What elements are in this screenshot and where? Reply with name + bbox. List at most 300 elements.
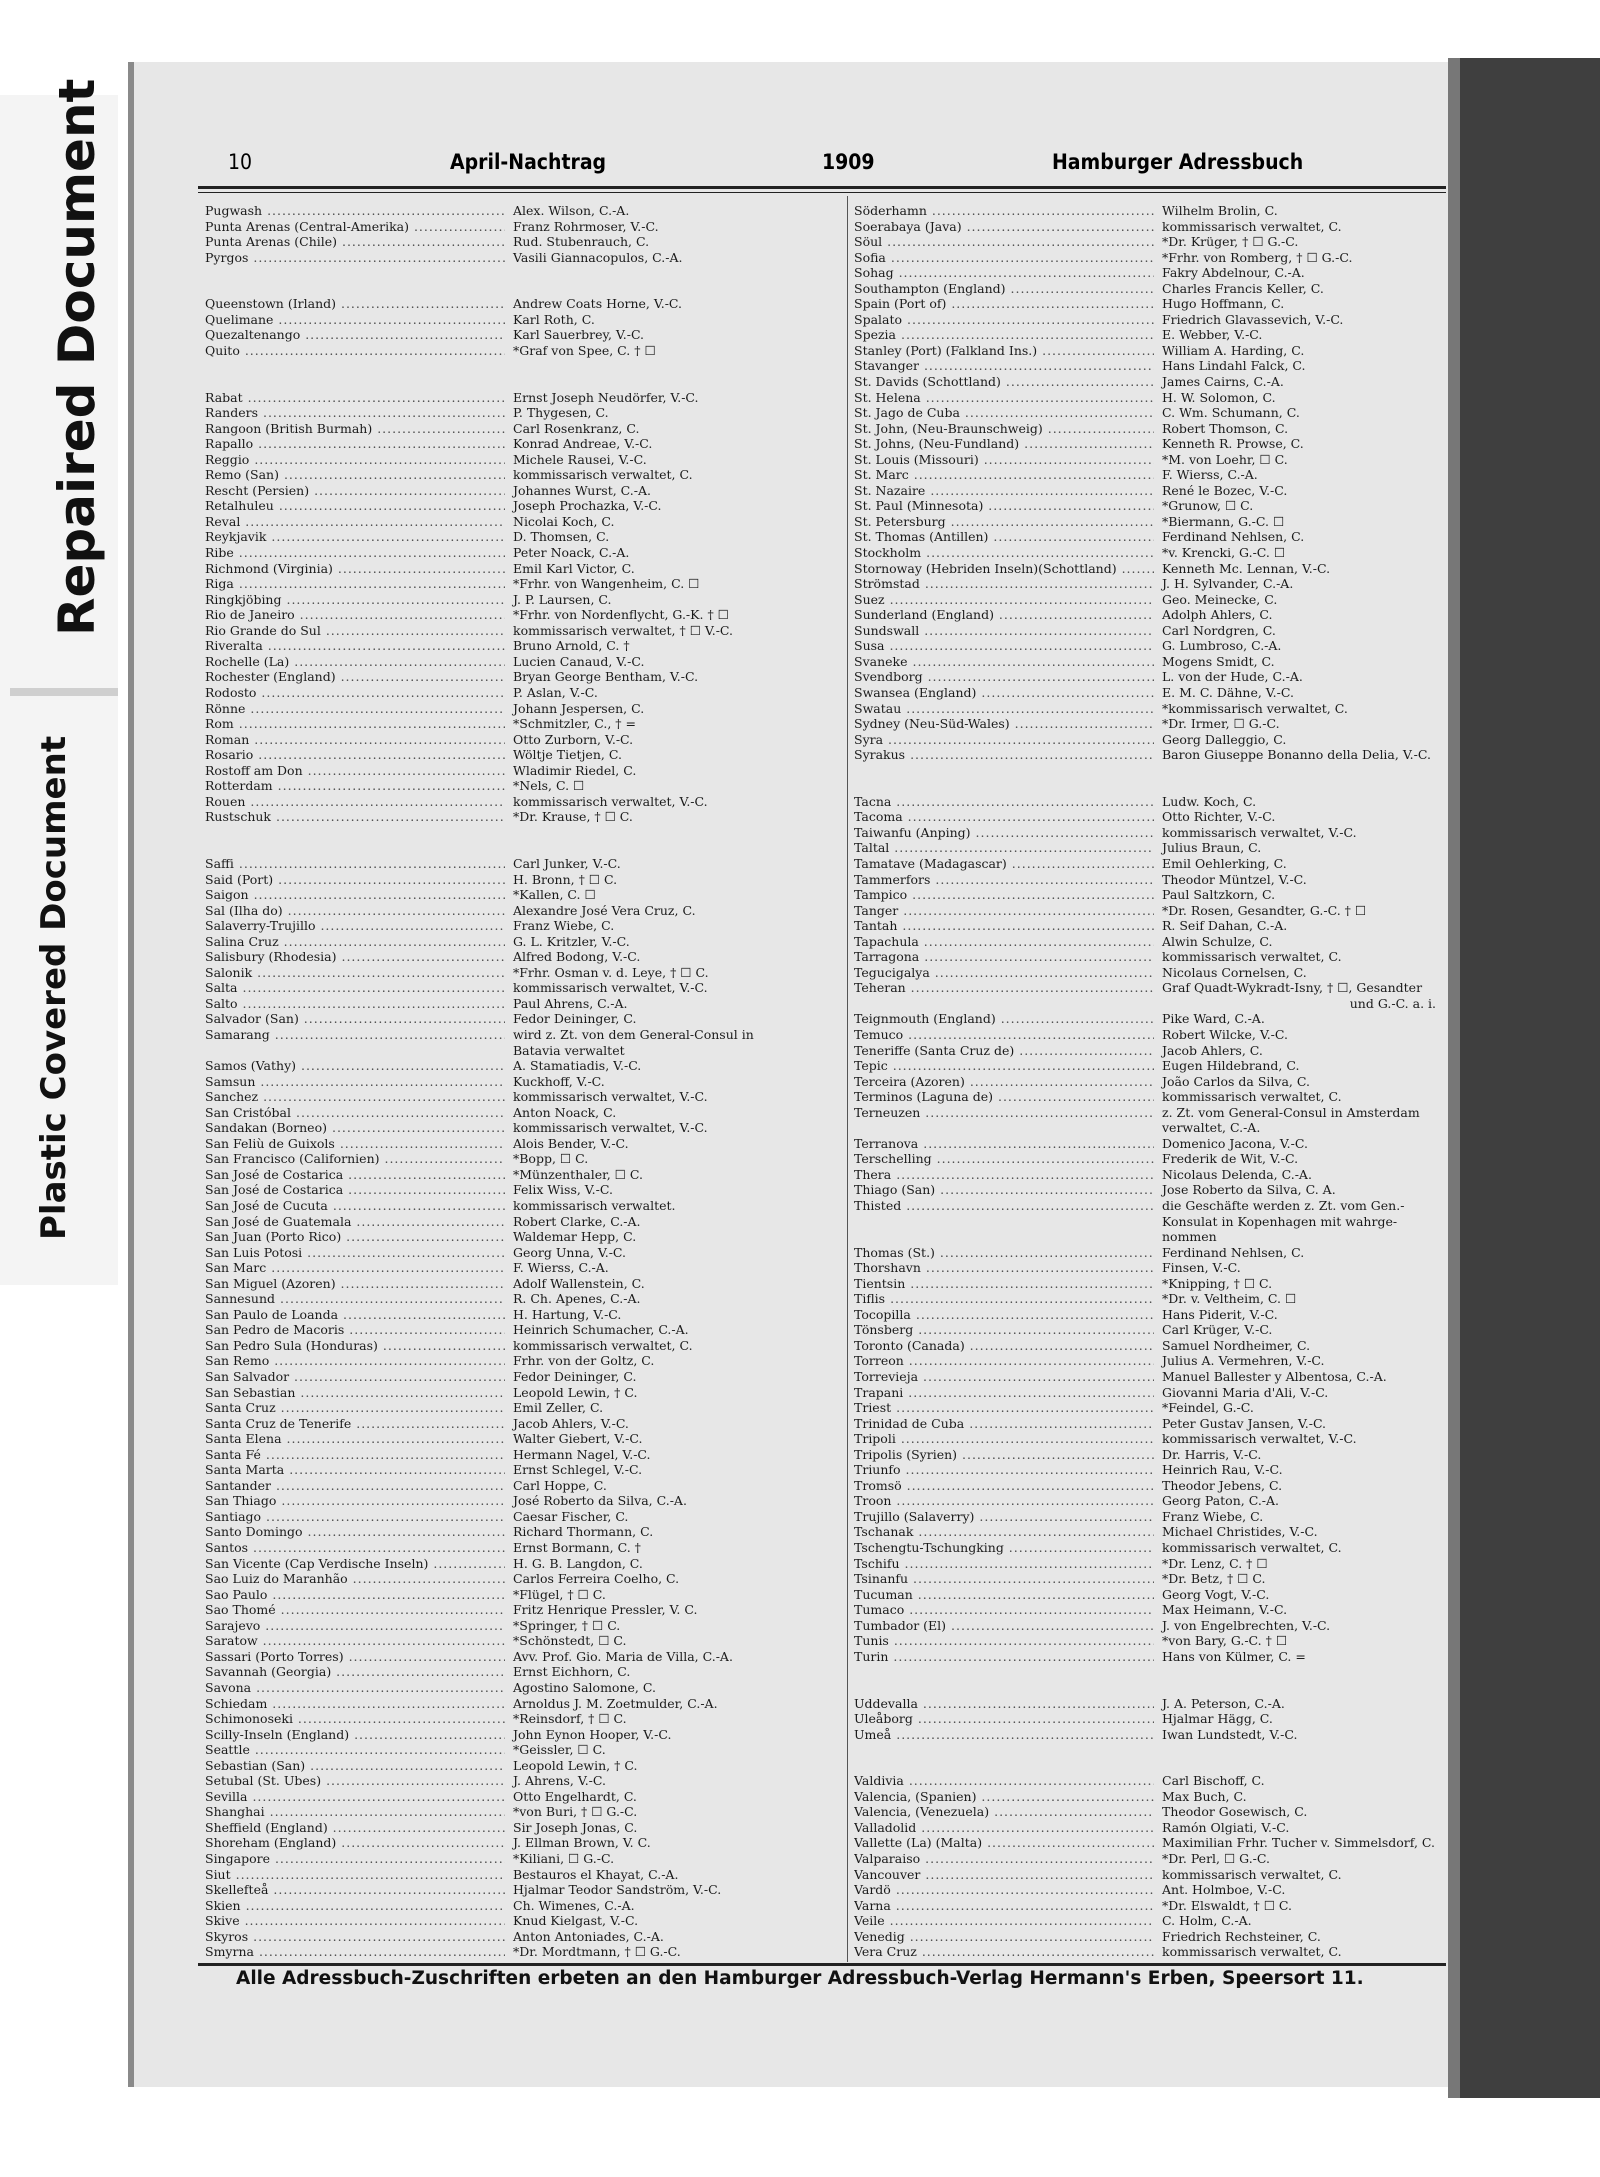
entry-place: Quito ..... [205, 343, 505, 359]
entry-place: Tacoma ..... [854, 809, 1154, 825]
directory-entry [854, 421, 1496, 437]
entry-consul: G. Lumbroso, C.-A. [1162, 638, 1282, 654]
entry-place: Ribe ..... [205, 545, 505, 561]
directory-entry [854, 1820, 1496, 1836]
entry-place: Tschifu ..... [854, 1556, 1154, 1572]
entry-consul: Heinrich Rau, V.-C. [1162, 1462, 1283, 1478]
entry-consul: Robert Thomson, C. [1162, 420, 1289, 436]
directory-entry [854, 965, 1496, 981]
directory-entry [854, 747, 1496, 763]
directory-entry [854, 1027, 1496, 1043]
entry-place: Santa Cruz ..... [205, 1400, 505, 1416]
directory-entry [205, 327, 842, 343]
entry-place: Rio de Janeiro ..... [205, 607, 505, 623]
entry-place: San Marc ..... [205, 1260, 505, 1276]
section-gap [854, 1742, 1496, 1758]
entry-consul: Karl Sauerbrey, V.-C. [513, 327, 645, 343]
entry-consul: E. M. C. Dähne, V.-C. [1162, 684, 1294, 700]
entry-consul: Friedrich Glavassevich, V.-C. [1162, 311, 1344, 327]
directory-entry [205, 1322, 842, 1338]
directory-entry [205, 1898, 842, 1914]
entry-consul: kommissarisch verwaltet, C. [513, 1337, 693, 1353]
section-gap [854, 1680, 1496, 1696]
entry-place: Rescht (Persien) ..... [205, 483, 505, 499]
directory-entry [205, 203, 842, 219]
directory-entry [854, 623, 1496, 639]
entry-place: Riveralta ..... [205, 638, 505, 654]
entry-consul: Ernst Bormann, C. † [513, 1540, 641, 1556]
entry-consul: *Frhr. von Romberg, † ☐ G.-C. [1162, 249, 1353, 265]
directory-entry [205, 1043, 842, 1059]
entry-place: Svendborg ..... [854, 669, 1154, 685]
entry-place: Tunis ..... [854, 1633, 1154, 1649]
directory-entry [205, 452, 842, 468]
entry-place: Skive ..... [205, 1913, 505, 1929]
entry-consul: René le Bozec, V.-C. [1162, 482, 1288, 498]
entry-place: Remo (San) ..... [205, 467, 505, 483]
directory-entry [854, 576, 1496, 592]
directory-entry [854, 607, 1496, 623]
entry-place: Punta Arenas (Central-Amerika) ..... [205, 219, 505, 235]
entry-consul: Vasili Giannacopulos, C.-A. [513, 249, 683, 265]
entry-consul: *Nels, C. ☐ [513, 778, 585, 794]
entry-place: Sohag ..... [854, 265, 1154, 281]
entry-consul: Georg Dalleggio, C. [1162, 731, 1287, 747]
entry-place: Saigon ..... [205, 887, 505, 903]
entry-place: Uleåborg ..... [854, 1711, 1154, 1727]
entry-consul: Johannes Wurst, C.-A. [513, 482, 651, 498]
entry-place: Samarang ..... [205, 1027, 505, 1043]
entry-consul: *Dr. Elswaldt, † ☐ C. [1162, 1897, 1292, 1913]
directory-entry [854, 794, 1496, 810]
directory-entry [205, 1058, 842, 1074]
directory-entry [854, 1043, 1496, 1059]
entry-place: Rustschuk ..... [205, 809, 505, 825]
entry-place: Santa Marta ..... [205, 1462, 505, 1478]
directory-entry [854, 296, 1496, 312]
entry-consul: J. P. Laursen, C. [513, 591, 612, 607]
directory-entry [205, 1649, 842, 1665]
entry-consul: Nicolaus Cornelsen, C. [1162, 964, 1307, 980]
entry-consul: Robert Wilcke, V.-C. [1162, 1026, 1288, 1042]
entry-consul: *von Buri, † ☐ G.-C. [513, 1804, 638, 1820]
entry-place: Reykjavik ..... [205, 529, 505, 545]
directory-entry [205, 1929, 842, 1945]
directory-entry [205, 1711, 842, 1727]
entry-consul: F. Wierss, C.-A. [1162, 467, 1258, 483]
header-rule [198, 186, 1446, 189]
entry-place: Siut ..... [205, 1867, 505, 1883]
entry-consul: *Bopp, ☐ C. [513, 1151, 589, 1167]
directory-entry [205, 654, 842, 670]
entry-consul: Baron Giuseppe Bonanno della Delia, V.-C. [1162, 747, 1431, 763]
entry-consul: Charles Francis Keller, C. [1162, 280, 1324, 296]
entry-place: San José de Costarica ..... [205, 1167, 505, 1183]
directory-entry [205, 872, 842, 888]
entry-place: Sevilla ..... [205, 1789, 505, 1805]
directory-entry [205, 529, 842, 545]
header-year: 1909 [822, 150, 875, 174]
directory-entry [205, 1664, 842, 1680]
entry-place: Santiago ..... [205, 1509, 505, 1525]
entry-consul: wird z. Zt. von dem General-Consul in [513, 1026, 754, 1042]
footer-notice: Alle Adressbuch-Zuschriften erbeten an den Hamburger Adressbuch-Verlag Hermann's Erben, Speersort 11. [236, 1968, 1364, 1989]
entry-place: St. Nazaire ..... [854, 483, 1154, 499]
directory-entry [854, 872, 1496, 888]
directory-entry [854, 1493, 1496, 1509]
entry-place: Tientsin ..... [854, 1276, 1154, 1292]
entry-consul: Alex. Wilson, C.-A. [513, 203, 630, 218]
directory-entry [854, 1804, 1496, 1820]
directory-entry [205, 1385, 842, 1401]
entry-place: St. John, (Neu-Braunschweig) ..... [854, 421, 1154, 437]
entry-place: Spalato ..... [854, 312, 1154, 328]
directory-entry [205, 1696, 842, 1712]
entry-consul: C. Holm, C.-A. [1162, 1913, 1252, 1929]
entry-consul: kommissarisch verwaltet, C. [1162, 1944, 1342, 1960]
entry-consul: Samuel Nordheimer, C. [1162, 1337, 1311, 1353]
directory-entry [205, 1913, 842, 1929]
entry-consul: Wilhelm Brolin, C. [1162, 203, 1278, 218]
entry-consul: Anton Antoniades, C.-A. [513, 1928, 664, 1944]
entry-consul: Ant. Holmboe, V.-C. [1162, 1882, 1286, 1898]
entry-consul: Alfred Bodong, V.-C. [513, 949, 641, 965]
directory-entry [205, 1400, 842, 1416]
directory-entry [854, 281, 1496, 297]
entry-place: Tucuman ..... [854, 1587, 1154, 1603]
directory-entry [205, 1587, 842, 1603]
directory-entry [854, 669, 1496, 685]
directory-entry [205, 1276, 842, 1292]
entry-place: Strömstad ..... [854, 576, 1154, 592]
entry-consul: Franz Wiebe, C. [1162, 1508, 1264, 1524]
entry-consul: D. Thomsen, C. [513, 529, 610, 545]
entry-consul: Joseph Prochazka, V.-C. [513, 498, 662, 514]
directory-entry [205, 250, 842, 266]
page-number: 10 [228, 150, 253, 174]
entry-consul: Nicolaus Delenda, C.-A. [1162, 1166, 1312, 1182]
directory-entry [854, 234, 1496, 250]
entry-consul: F. Wierss, C.-A. [513, 1260, 609, 1276]
directory-entry [854, 327, 1496, 343]
entry-place: Vallette (La) (Malta) ..... [854, 1835, 1154, 1851]
directory-entry [205, 607, 842, 623]
entry-place: Scilly-Inseln (England) ..... [205, 1727, 505, 1743]
entry-consul: Georg Unna, V.-C. [513, 1244, 627, 1260]
directory-entry [854, 514, 1496, 530]
entry-consul: Ramón Olgiati, V.-C. [1162, 1819, 1290, 1835]
entry-consul: Carlos Ferreira Coelho, C. [513, 1571, 680, 1587]
directory-entry [854, 1058, 1496, 1074]
entry-place: Tocopilla ..... [854, 1307, 1154, 1323]
entry-place: Thiago (San) ..... [854, 1182, 1154, 1198]
left-column-list [205, 203, 842, 1960]
entry-place: Susa ..... [854, 638, 1154, 654]
entry-consul: Kenneth R. Prowse, C. [1162, 436, 1304, 452]
entry-consul: Emil Karl Victor, C. [513, 560, 635, 576]
entry-place: St. Petersburg ..... [854, 514, 1154, 530]
entry-consul: J. von Engelbrechten, V.-C. [1162, 1617, 1331, 1633]
entry-consul: Michele Rausei, V.-C. [513, 451, 647, 467]
directory-entry [854, 1353, 1496, 1369]
directory-entry [205, 1229, 842, 1245]
entry-consul: kommissarisch verwaltet, C. [1162, 1866, 1342, 1882]
directory-entry [854, 809, 1496, 825]
directory-entry [854, 1307, 1496, 1323]
entry-consul: kommissarisch verwaltet, C. [1162, 949, 1342, 965]
directory-entry [854, 1431, 1496, 1447]
directory-entry [205, 1245, 842, 1261]
entry-consul: *Dr. Rosen, Gesandter, G.-C. † ☐ [1162, 902, 1367, 918]
directory-entry [854, 1260, 1496, 1276]
entry-consul: *Graf von Spee, C. † ☐ [513, 342, 656, 358]
entry-consul: Bryan George Bentham, V.-C. [513, 669, 699, 685]
entry-place: Tönsberg ..... [854, 1322, 1154, 1338]
entry-consul: Giovanni Maria d'Ali, V.-C. [1162, 1384, 1329, 1400]
entry-place: Richmond (Virginia) ..... [205, 561, 505, 577]
directory-entry [854, 1447, 1496, 1463]
entry-place: Pugwash ..... [205, 203, 505, 219]
directory-entry [854, 250, 1496, 266]
directory-entry [205, 1758, 842, 1774]
directory-entry [854, 1011, 1496, 1027]
directory-entry [854, 1867, 1496, 1883]
directory-entry [854, 1944, 1496, 1960]
entry-place: Valdivia ..... [854, 1773, 1154, 1789]
entry-consul: Kenneth Mc. Lennan, V.-C. [1162, 560, 1331, 576]
entry-consul: Sir Joseph Jonas, C. [513, 1819, 638, 1835]
entry-consul: Karl Roth, C. [513, 311, 595, 327]
entry-place: Sunderland (England) ..... [854, 607, 1154, 623]
entry-place: San Sebastian ..... [205, 1385, 505, 1401]
directory-entry [205, 1851, 842, 1867]
directory-entry [205, 1618, 842, 1634]
directory-entry [205, 1882, 842, 1898]
directory-entry [205, 1074, 842, 1090]
directory-entry [854, 1929, 1496, 1945]
entry-consul: *Springer, † ☐ C. [513, 1617, 621, 1633]
entry-consul: Adolf Wallenstein, C. [513, 1275, 645, 1291]
entry-consul: *von Bary, G.-C. † ☐ [1162, 1633, 1288, 1649]
entry-place: Swatau ..... [854, 701, 1154, 717]
entry-consul: Carl Junker, V.-C. [513, 855, 621, 871]
directory-entry [205, 576, 842, 592]
entry-place: Tantah ..... [854, 918, 1154, 934]
directory-entry [854, 265, 1496, 281]
entry-place: Sheffield (England) ..... [205, 1820, 505, 1836]
entry-consul: Pike Ward, C.-A. [1162, 1011, 1265, 1027]
entry-consul: H. Hartung, V.-C. [513, 1306, 622, 1322]
directory-entry [205, 467, 842, 483]
directory-entry [205, 1260, 842, 1276]
entry-consul: Eugen Hildebrand, C. [1162, 1058, 1300, 1074]
entry-consul: kommissarisch verwaltet, † ☐ V.-C. [513, 622, 734, 638]
entry-place: Sao Thomé ..... [205, 1602, 505, 1618]
entry-consul: Fedor Deininger, C. [513, 1369, 637, 1385]
entry-consul: P. Aslan, V.-C. [513, 684, 598, 700]
directory-entry [205, 856, 842, 872]
directory-entry [854, 1789, 1496, 1805]
entry-place: Swansea (England) ..... [854, 685, 1154, 701]
directory-entry [854, 732, 1496, 748]
entry-place: Rouen ..... [205, 794, 505, 810]
entry-place: San Francisco (Californien) ..... [205, 1151, 505, 1167]
entry-place: Schimonoseki ..... [205, 1711, 505, 1727]
directory-entry [854, 1835, 1496, 1851]
entry-place: Santos ..... [205, 1540, 505, 1556]
directory-entry [854, 358, 1496, 374]
entry-consul: *Knipping, † ☐ C. [1162, 1275, 1273, 1291]
directory-entry [205, 1167, 842, 1183]
directory-entry [854, 1524, 1496, 1540]
entry-place: Randers ..... [205, 405, 505, 421]
entry-place: Torreon ..... [854, 1353, 1154, 1369]
entry-place: Skien ..... [205, 1898, 505, 1914]
entry-place: Skellefteå ..... [205, 1882, 505, 1898]
entry-consul: Hermann Nagel, V.-C. [513, 1446, 651, 1462]
entry-consul: *Flügel, † ☐ C. [513, 1586, 606, 1602]
directory-entry [205, 1291, 842, 1307]
directory-entry [205, 623, 842, 639]
entry-place: Rabat ..... [205, 390, 505, 406]
entry-consul: Walter Giebert, V.-C. [513, 1431, 643, 1447]
entry-consul: Otto Richter, V.-C. [1162, 809, 1276, 825]
entry-consul: John Eynon Hooper, V.-C. [513, 1726, 672, 1742]
entry-place: St. Helena ..... [854, 390, 1154, 406]
entry-consul: Ferdinand Nehlsen, C. [1162, 1244, 1305, 1260]
entry-consul: Julius Braun, C. [1162, 840, 1262, 856]
entry-consul: Waldemar Hepp, C. [513, 1229, 637, 1245]
entry-consul: H. G. B. Langdon, C. [513, 1555, 643, 1571]
entry-place: Sydney (Neu-Süd-Wales) ..... [854, 716, 1154, 732]
entry-consul: Wladimir Riedel, C. [513, 762, 637, 778]
entry-consul: Ernst Joseph Neudörfer, V.-C. [513, 389, 699, 405]
directory-entry [854, 934, 1496, 950]
directory-entry [854, 1089, 1496, 1105]
directory-entry [854, 1198, 1496, 1214]
entry-place: Söderhamn ..... [854, 203, 1154, 219]
directory-entry [205, 592, 842, 608]
entry-consul: Wöltje Tietjen, C. [513, 747, 622, 763]
entry-consul: Johann Jespersen, C. [513, 700, 645, 716]
entry-consul: Andrew Coats Horne, V.-C. [513, 296, 683, 312]
entry-consul: Avv. Prof. Gio. Maria de Villa, C.-A. [513, 1648, 733, 1664]
plastic-covered-stamp: Plastic Covered Document [34, 735, 74, 1240]
directory-entry [854, 1400, 1496, 1416]
entry-place: Vera Cruz ..... [854, 1944, 1154, 1960]
directory-entry [205, 794, 842, 810]
entry-place: Salta ..... [205, 980, 505, 996]
entry-place: Teneriffe (Santa Cruz de) ..... [854, 1043, 1154, 1059]
entry-place: Sarajevo ..... [205, 1618, 505, 1634]
entry-place: Svaneke ..... [854, 654, 1154, 670]
directory-entry [854, 452, 1496, 468]
entry-place: Rio Grande do Sul ..... [205, 623, 505, 639]
entry-consul: Adolph Ahlers, C. [1162, 607, 1273, 623]
entry-place: Southampton (England) ..... [854, 281, 1154, 297]
entry-consul: Peter Noack, C.-A. [513, 545, 630, 561]
directory-entry [854, 918, 1496, 934]
entry-consul: Iwan Lundstedt, V.-C. [1162, 1726, 1298, 1742]
directory-entry [205, 1089, 842, 1105]
section-gap [205, 374, 842, 390]
header-title-right: Hamburger Adressbuch [1052, 150, 1304, 174]
directory-entry [854, 1245, 1496, 1261]
entry-consul: J. H. Sylvander, C.-A. [1162, 576, 1294, 592]
entry-place: St. Paul (Minnesota) ..... [854, 498, 1154, 514]
entry-place: Pyrgos ..... [205, 250, 505, 266]
directory-entry [205, 980, 842, 996]
entry-consul: Leopold Lewin, † C. [513, 1757, 638, 1773]
entry-consul: nommen [1162, 1229, 1217, 1245]
entry-consul: Carl Bischoff, C. [1162, 1773, 1265, 1789]
directory-entry [205, 1011, 842, 1027]
entry-place: Riga ..... [205, 576, 505, 592]
directory-entry [854, 203, 1496, 219]
entry-consul: Hans Piderit, V.-C. [1162, 1306, 1278, 1322]
entry-consul: kommissarisch verwaltet, C. [1162, 1089, 1342, 1105]
entry-place: Tschanak ..... [854, 1524, 1154, 1540]
entry-place: Stavanger ..... [854, 358, 1154, 374]
directory-entry [854, 1773, 1496, 1789]
entry-consul: *Dr. Lenz, C. † ☐ [1162, 1555, 1268, 1571]
entry-consul: Batavia verwaltet [513, 1042, 625, 1058]
entry-consul: Manuel Ballester y Albentosa, C.-A. [1162, 1369, 1387, 1385]
entry-consul: Max Heimann, V.-C. [1162, 1602, 1288, 1618]
directory-entry [205, 903, 842, 919]
entry-consul: Paul Ahrens, C.-A. [513, 995, 628, 1011]
entry-consul: Nicolai Koch, C. [513, 513, 615, 529]
entry-place: San Salvador ..... [205, 1369, 505, 1385]
entry-place: Roman ..... [205, 732, 505, 748]
entry-consul: Alois Bender, V.-C. [513, 1135, 629, 1151]
entry-consul: die Geschäfte werden z. Zt. vom Gen.- [1162, 1198, 1405, 1213]
entry-place: San Luis Potosi ..... [205, 1245, 505, 1261]
directory-entry [205, 234, 842, 250]
entry-place: Umeå ..... [854, 1727, 1154, 1743]
entry-place: Queenstown (Irland) ..... [205, 296, 505, 312]
entry-place: Tiflis ..... [854, 1291, 1154, 1307]
directory-entry [205, 669, 842, 685]
entry-consul: verwaltet, C.-A. [1162, 1120, 1261, 1136]
entry-consul: Leopold Lewin, † C. [513, 1384, 638, 1400]
entry-place: Salisbury (Rhodesia) ..... [205, 949, 505, 965]
entry-consul: Finsen, V.-C. [1162, 1260, 1241, 1276]
directory-entry [205, 1182, 842, 1198]
entry-consul: *kommissarisch verwaltet, C. [1162, 700, 1348, 716]
directory-entry [205, 483, 842, 499]
directory-entry [205, 1416, 842, 1432]
directory-entry [205, 1027, 842, 1043]
entry-consul: Friedrich Rechsteiner, C. [1162, 1928, 1321, 1944]
directory-entry [205, 1338, 842, 1354]
entry-place: Singapore ..... [205, 1851, 505, 1867]
entry-consul: Alwin Schulze, C. [1162, 933, 1273, 949]
entry-consul: *Biermann, G.-C. ☐ [1162, 513, 1285, 529]
entry-place: Soerabaya (Java) ..... [854, 219, 1154, 235]
entry-place: Söul ..... [854, 234, 1154, 250]
entry-place: Saffi ..... [205, 856, 505, 872]
entry-place: Reval ..... [205, 514, 505, 530]
entry-place: Stanley (Port) (Falkland Ins.) ..... [854, 343, 1154, 359]
directory-entry [854, 592, 1496, 608]
entry-consul: G. L. Kritzler, V.-C. [513, 933, 630, 949]
directory-entry [854, 1291, 1496, 1307]
directory-entry [854, 1571, 1496, 1587]
entry-place: St. Davids (Schottland) ..... [854, 374, 1154, 390]
entry-place: Vancouver ..... [854, 1867, 1154, 1883]
directory-entry [854, 1587, 1496, 1603]
